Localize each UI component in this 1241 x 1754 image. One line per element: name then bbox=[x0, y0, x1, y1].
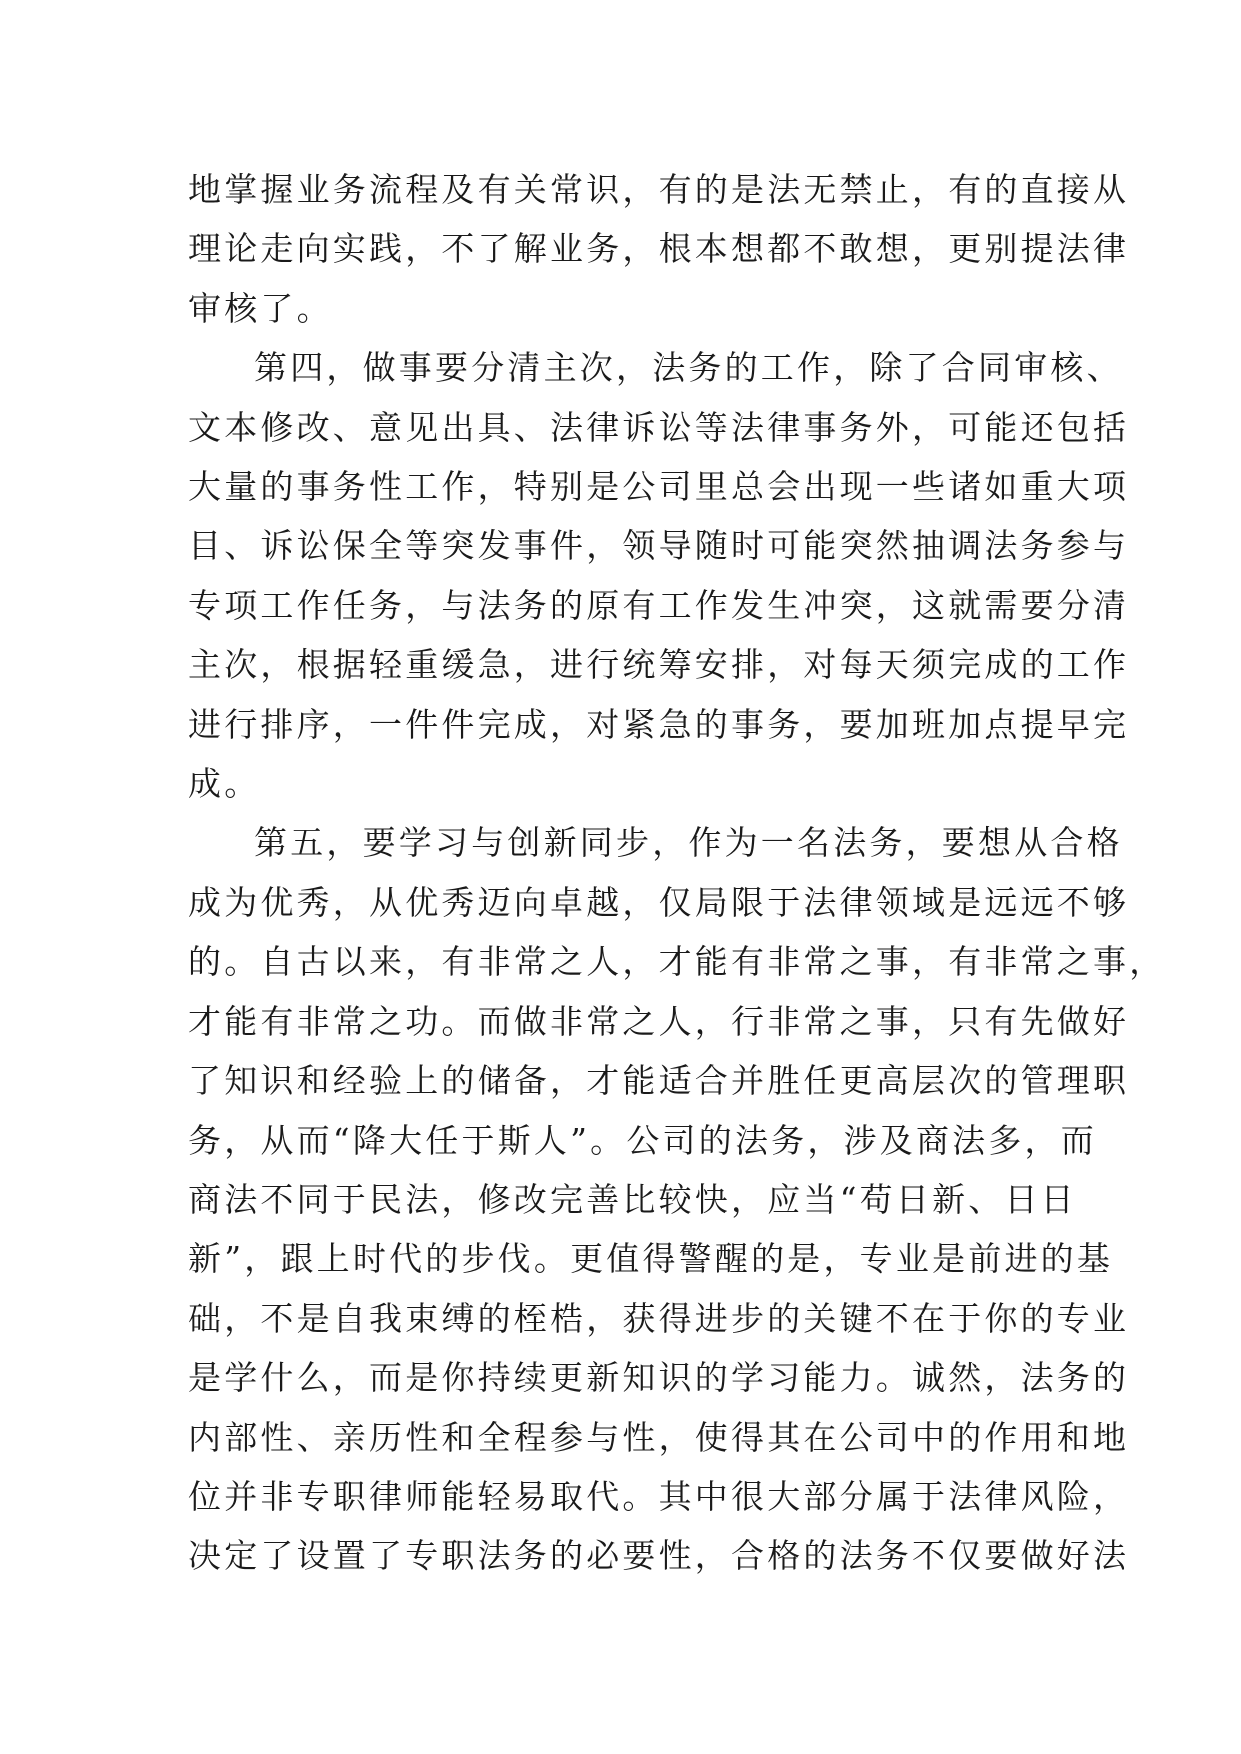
paragraph-point-four bbox=[188, 338, 1130, 813]
text-line: 务，从而“降大任于斯人”。公司的法务，涉及商法多，而 bbox=[188, 1120, 1097, 1160]
text-line: 专项工作任务，与法务的原有工作发生冲突，这就需要分清 bbox=[188, 585, 1130, 625]
paragraph-continuation bbox=[188, 160, 1130, 338]
paragraph-point-five bbox=[188, 813, 1166, 1585]
text-line: 位并非专职律师能轻易取代。其中很大部分属于法律风险， bbox=[188, 1476, 1130, 1516]
text-line: 决定了设置了专职法务的必要性，合格的法务不仅要做好法 bbox=[188, 1536, 1130, 1576]
text-line: 第五，要学习与创新同步，作为一名法务，要想从合格 bbox=[254, 823, 1123, 863]
text-line: 础，不是自我束缚的桎梏，获得进步的关键不在于你的专业 bbox=[188, 1298, 1130, 1338]
text-line: 主次，根据轻重缓急，进行统筹安排，对每天须完成的工作 bbox=[188, 645, 1130, 685]
text-line: 目、诉讼保全等突发事件，领导随时可能突然抽调法务参与 bbox=[188, 526, 1130, 566]
text-line: 文本修改、意见出具、法律诉讼等法律事务外，可能还包括 bbox=[188, 407, 1130, 447]
text-line: 进行排序，一件件完成，对紧急的事务，要加班加点提早完 bbox=[188, 704, 1130, 744]
text-line: 新”，跟上时代的步伐。更值得警醒的是，专业是前进的基 bbox=[188, 1239, 1114, 1279]
text-line: 是学什么，而是你持续更新知识的学习能力。诚然，法务的 bbox=[188, 1358, 1130, 1398]
text-line: 成为优秀，从优秀迈向卓越，仅局限于法律领域是远远不够 bbox=[188, 882, 1130, 922]
text-line: 了知识和经验上的储备，才能适合并胜任更高层次的管理职 bbox=[188, 1061, 1130, 1101]
text-line: 审核了。 bbox=[188, 288, 333, 328]
text-line: 地掌握业务流程及有关常识，有的是法无禁止，有的直接从 bbox=[188, 170, 1130, 209]
text-line: 内部性、亲历性和全程参与性，使得其在公司中的作用和地 bbox=[188, 1417, 1130, 1457]
text-line: 第四，做事要分清主次，法务的工作，除了合同审核、 bbox=[254, 348, 1123, 388]
document-body bbox=[188, 160, 1166, 1586]
text-line: 的。自古以来，有非常之人，才能有非常之事，有非常之事， bbox=[188, 942, 1166, 982]
text-line: 成。 bbox=[188, 764, 261, 804]
text-line: 理论走向实践，不了解业务，根本想都不敢想，更别提法律 bbox=[188, 229, 1130, 269]
text-line: 才能有非常之功。而做非常之人，行非常之事，只有先做好 bbox=[188, 1001, 1130, 1041]
text-line: 大量的事务性工作，特别是公司里总会出现一些诸如重大项 bbox=[188, 467, 1130, 507]
text-line: 商法不同于民法，修改完善比较快，应当“苟日新、日日 bbox=[188, 1179, 1077, 1219]
